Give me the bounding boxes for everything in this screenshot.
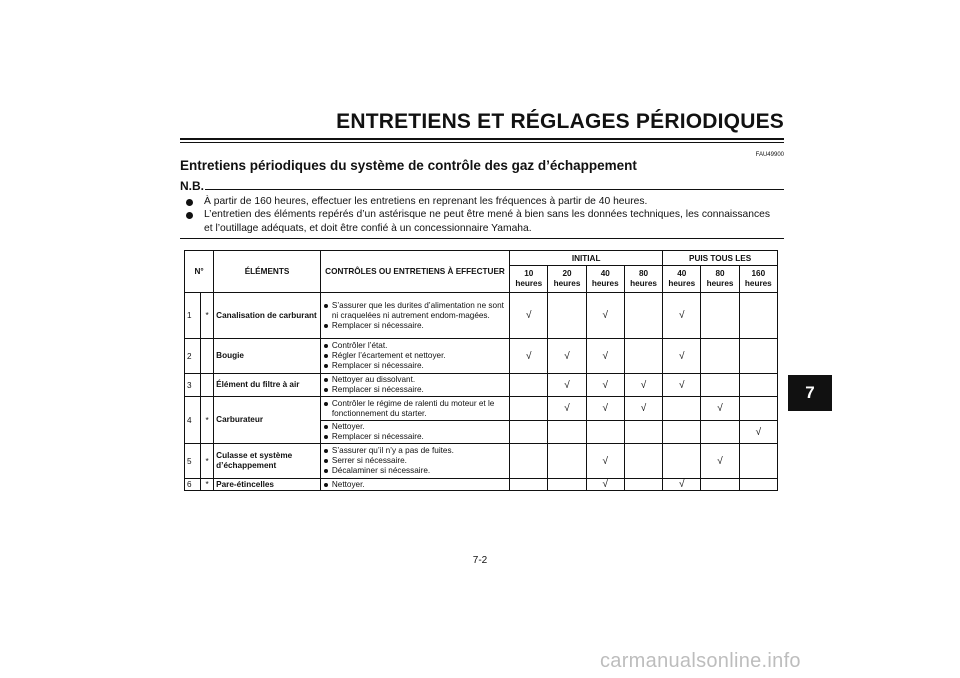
check-mark-icon: √ <box>663 479 701 491</box>
check-mark-cell <box>663 397 701 421</box>
check-mark-cell <box>739 293 777 339</box>
check-mark-cell <box>663 444 701 479</box>
check-mark-cell <box>548 421 586 444</box>
check-mark-icon: √ <box>663 339 701 374</box>
row-star <box>201 339 214 374</box>
check-mark-icon: √ <box>624 397 662 421</box>
bullet-icon <box>186 212 193 219</box>
nb-bullet-text: L’entretien des éléments repérés d’un astérisque ne peut être mené à bien sans les données techniques, les connaissances et l’outillage adéquats, et doit être confié à un concessionnaire Yamaha. <box>204 209 770 234</box>
row-checks <box>320 397 509 421</box>
check-mark-cell <box>701 293 739 339</box>
row-number: 5 <box>185 444 201 479</box>
table-row <box>185 293 778 339</box>
check-mark-cell <box>739 397 777 421</box>
check-mark-icon: √ <box>510 339 548 374</box>
interval-header: 80 heures <box>624 266 662 293</box>
nb-rule <box>205 189 784 190</box>
check-mark-cell <box>663 421 701 444</box>
nb-bullet <box>186 195 786 209</box>
section-title: Entretiens périodiques du système de contrôle des gaz d’échappement <box>180 158 637 173</box>
header-rule-thin <box>180 142 784 143</box>
interval-header: 20 heures <box>548 266 586 293</box>
interval-header: 40 heures <box>586 266 624 293</box>
check-step: Nettoyer au dissolvant. <box>323 375 507 385</box>
row-number: 6 <box>185 479 201 491</box>
interval-header: 160 heures <box>739 266 777 293</box>
check-mark-icon: √ <box>701 397 739 421</box>
row-star <box>201 374 214 397</box>
reference-code: FAU49900 <box>755 152 784 158</box>
check-mark-icon: √ <box>510 293 548 339</box>
row-checks <box>320 339 509 374</box>
watermark: carmanualsonline.info <box>600 650 801 672</box>
table-row <box>185 444 778 479</box>
row-item: Carburateur <box>214 397 321 444</box>
col-header-every: PUIS TOUS LES <box>663 251 778 266</box>
table-row <box>185 374 778 397</box>
maintenance-table <box>184 250 778 491</box>
check-mark-cell <box>739 374 777 397</box>
check-mark-icon: √ <box>663 374 701 397</box>
check-step: Remplacer si nécessaire. <box>323 321 507 331</box>
row-number: 3 <box>185 374 201 397</box>
check-step: S’assurer que les durites d’alimentation ne sont ni craquelées ni autrement endom-magées. <box>323 301 507 321</box>
check-mark-cell <box>701 339 739 374</box>
row-item: Culasse et système d’échappement <box>214 444 321 479</box>
check-mark-icon: √ <box>739 421 777 444</box>
check-mark-icon: √ <box>586 479 624 491</box>
check-step: Remplacer si nécessaire. <box>323 361 507 371</box>
check-mark-cell <box>739 339 777 374</box>
row-number: 4 <box>185 397 201 444</box>
check-mark-cell <box>510 397 548 421</box>
table-row <box>185 339 778 374</box>
check-mark-cell <box>739 444 777 479</box>
check-mark-cell <box>624 293 662 339</box>
check-mark-icon: √ <box>586 374 624 397</box>
interval-header: 40 heures <box>663 266 701 293</box>
col-header-items: ÉLÉMENTS <box>214 251 321 293</box>
table-row <box>185 397 778 421</box>
check-mark-cell <box>510 421 548 444</box>
row-item: Pare-étincelles <box>214 479 321 491</box>
check-mark-cell <box>510 444 548 479</box>
row-checks <box>320 444 509 479</box>
check-step: S’assurer qu’il n’y a pas de fuites. <box>323 446 507 456</box>
check-mark-cell <box>624 444 662 479</box>
check-mark-cell <box>586 421 624 444</box>
interval-header: 80 heures <box>701 266 739 293</box>
row-star: * <box>201 293 214 339</box>
check-mark-cell <box>548 444 586 479</box>
check-mark-cell <box>510 479 548 491</box>
check-step: Régler l’écartement et nettoyer. <box>323 351 507 361</box>
check-mark-cell <box>701 421 739 444</box>
nb-bullet <box>186 208 786 236</box>
row-checks <box>320 421 509 444</box>
chapter-tab: 7 <box>788 375 832 411</box>
row-star: * <box>201 479 214 491</box>
check-mark-icon: √ <box>701 444 739 479</box>
check-mark-icon: √ <box>586 397 624 421</box>
row-checks <box>320 293 509 339</box>
row-star: * <box>201 444 214 479</box>
row-checks <box>320 479 509 491</box>
check-step: Remplacer si nécessaire. <box>323 432 507 442</box>
check-mark-cell <box>701 479 739 491</box>
row-item: Élément du filtre à air <box>214 374 321 397</box>
col-header-no: N° <box>185 251 214 293</box>
row-checks <box>320 374 509 397</box>
check-mark-icon: √ <box>548 397 586 421</box>
check-mark-icon: √ <box>586 339 624 374</box>
check-step: Contrôler le régime de ralenti du moteur et le fonctionnement du starter. <box>323 399 507 419</box>
check-mark-icon: √ <box>548 374 586 397</box>
check-mark-cell <box>701 374 739 397</box>
check-mark-icon: √ <box>586 293 624 339</box>
page-header-title: ENTRETIENS ET RÉGLAGES PÉRIODIQUES <box>336 110 784 133</box>
nb-end-rule <box>180 238 784 239</box>
row-number: 1 <box>185 293 201 339</box>
interval-header: 10 heures <box>510 266 548 293</box>
check-mark-cell <box>624 339 662 374</box>
check-step: Serrer si nécessaire. <box>323 456 507 466</box>
row-item: Bougie <box>214 339 321 374</box>
row-number: 2 <box>185 339 201 374</box>
bullet-icon <box>186 199 193 206</box>
nb-bullet-text: À partir de 160 heures, effectuer les entretiens en reprenant les fréquences à partir de 40 heures. <box>204 196 648 207</box>
check-mark-icon: √ <box>663 293 701 339</box>
check-step: Contrôler l’état. <box>323 341 507 351</box>
check-step: Remplacer si nécessaire. <box>323 385 507 395</box>
check-mark-icon: √ <box>586 444 624 479</box>
row-item: Canalisation de carburant <box>214 293 321 339</box>
check-step: Nettoyer. <box>323 422 507 432</box>
check-mark-cell <box>548 293 586 339</box>
check-step: Nettoyer. <box>323 480 507 490</box>
check-mark-cell <box>510 374 548 397</box>
row-star: * <box>201 397 214 444</box>
check-step: Décalaminer si nécessaire. <box>323 466 507 476</box>
check-mark-cell <box>739 479 777 491</box>
check-mark-cell <box>548 479 586 491</box>
col-header-initial: INITIAL <box>510 251 663 266</box>
col-header-checks: CONTRÔLES OU ENTRETIENS À EFFECTUER <box>320 251 509 293</box>
check-mark-cell <box>624 479 662 491</box>
header-rule-thick <box>180 138 784 140</box>
nb-label: N.B. <box>180 179 204 193</box>
check-mark-icon: √ <box>624 374 662 397</box>
check-mark-cell <box>624 421 662 444</box>
table-row <box>185 479 778 491</box>
check-mark-icon: √ <box>548 339 586 374</box>
page-number: 7-2 <box>472 555 488 566</box>
